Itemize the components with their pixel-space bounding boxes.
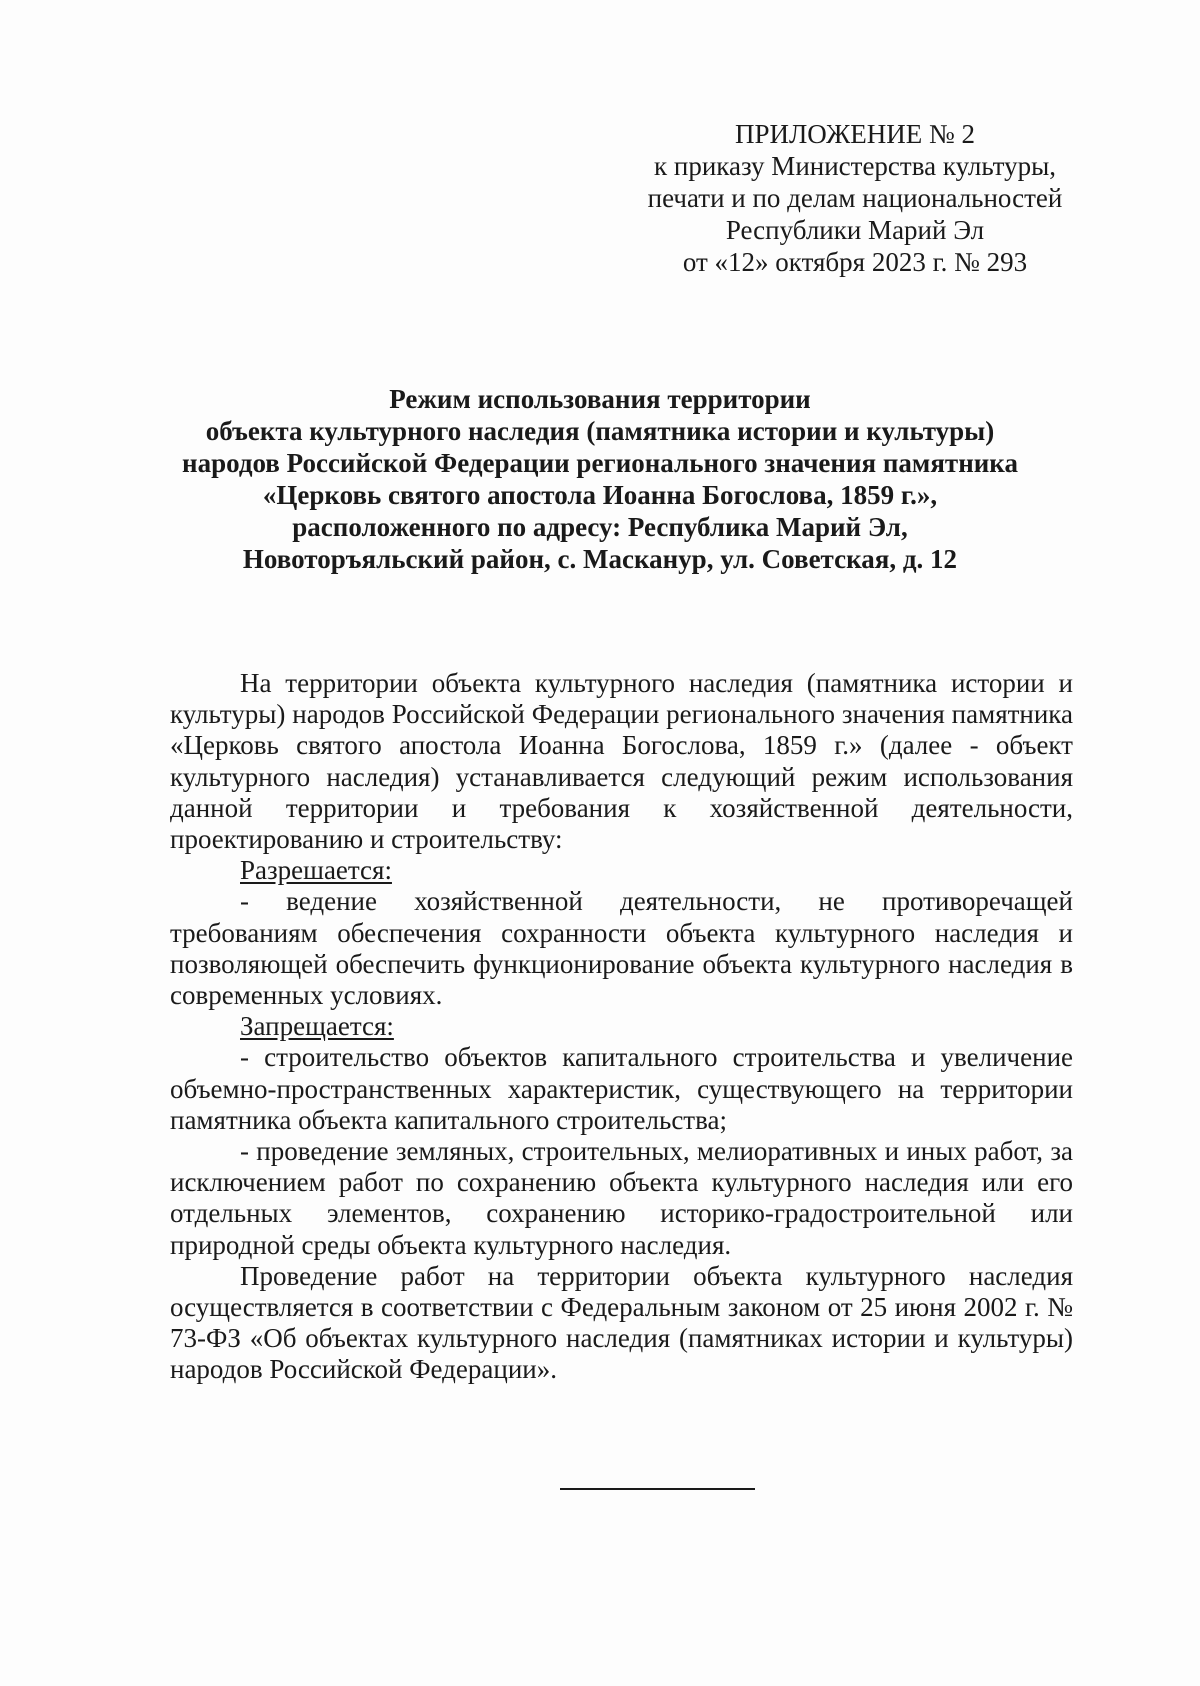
prohibited-heading: Запрещается: — [240, 1011, 394, 1042]
allowed-heading: Разрешается: — [240, 855, 392, 886]
appendix-date: от «12» октября 2023 г. № 293 — [682, 247, 1028, 277]
appendix-order-ref: к приказу Министерства культуры, — [654, 151, 1056, 181]
title-line: расположенного по адресу: Республика Марий Эл, — [292, 512, 908, 542]
intro-paragraph: На территории объекта культурного наследия (памятника истории и культуры) народов Российской Федерации регионального значения памятника «Церковь святого апостола Иоанна Богослова, 1859 г.» (далее - объект культурного наследия) устанавливается следующий режим использования данной территории и требования к хозяйственной деятельности, проектированию и строительству: — [170, 668, 1073, 855]
title-line: Новоторъяльский район, с. Масканур, ул. Советская, д. 12 — [242, 544, 958, 574]
appendix-number: ПРИЛОЖЕНИЕ № 2 — [734, 119, 976, 149]
title-line: народов Российской Федерации регионального значения памятника — [182, 448, 1018, 478]
allowed-item: - ведение хозяйственной деятельности, не противоречащей требованиям обеспечения сохранности объекта культурного наследия и позволяющей обеспечить функционирование объекта культурного наследия в современных условиях. — [170, 886, 1073, 1011]
appendix-republic: Республики Марий Эл — [725, 215, 985, 245]
title-line: «Церковь святого апостола Иоанна Богослова, 1859 г.», — [262, 480, 938, 510]
prohibited-item: - строительство объектов капитального строительства и увеличение объемно-пространственных характеристик, существующего на территории памятника объекта капитального строительства; — [170, 1042, 1073, 1135]
prohibited-item: - проведение земляных, строительных, мелиоративных и иных работ, за исключением работ по сохранению объекта культурного наследия или его отдельных элементов, сохранению историко-градостроительной или природной среды объекта культурного наследия. — [170, 1136, 1073, 1260]
end-separator-line — [560, 1488, 755, 1490]
document-title — [120, 383, 1080, 575]
title-line: объекта культурного наследия (памятника истории и культуры) — [205, 416, 995, 446]
appendix-header — [620, 118, 1090, 278]
closing-paragraph: Проведение работ на территории объекта культурного наследия осуществляется в соответствии с Федеральным законом от 25 июня 2002 г. № 73-ФЗ «Об объектах культурного наследия (памятниках истории и культуры) народов Российской Федерации». — [170, 1260, 1073, 1385]
document-body — [170, 668, 1073, 1386]
title-line: Режим использования территории — [389, 384, 811, 414]
appendix-ministry: печати и по делам национальностей — [647, 183, 1063, 213]
